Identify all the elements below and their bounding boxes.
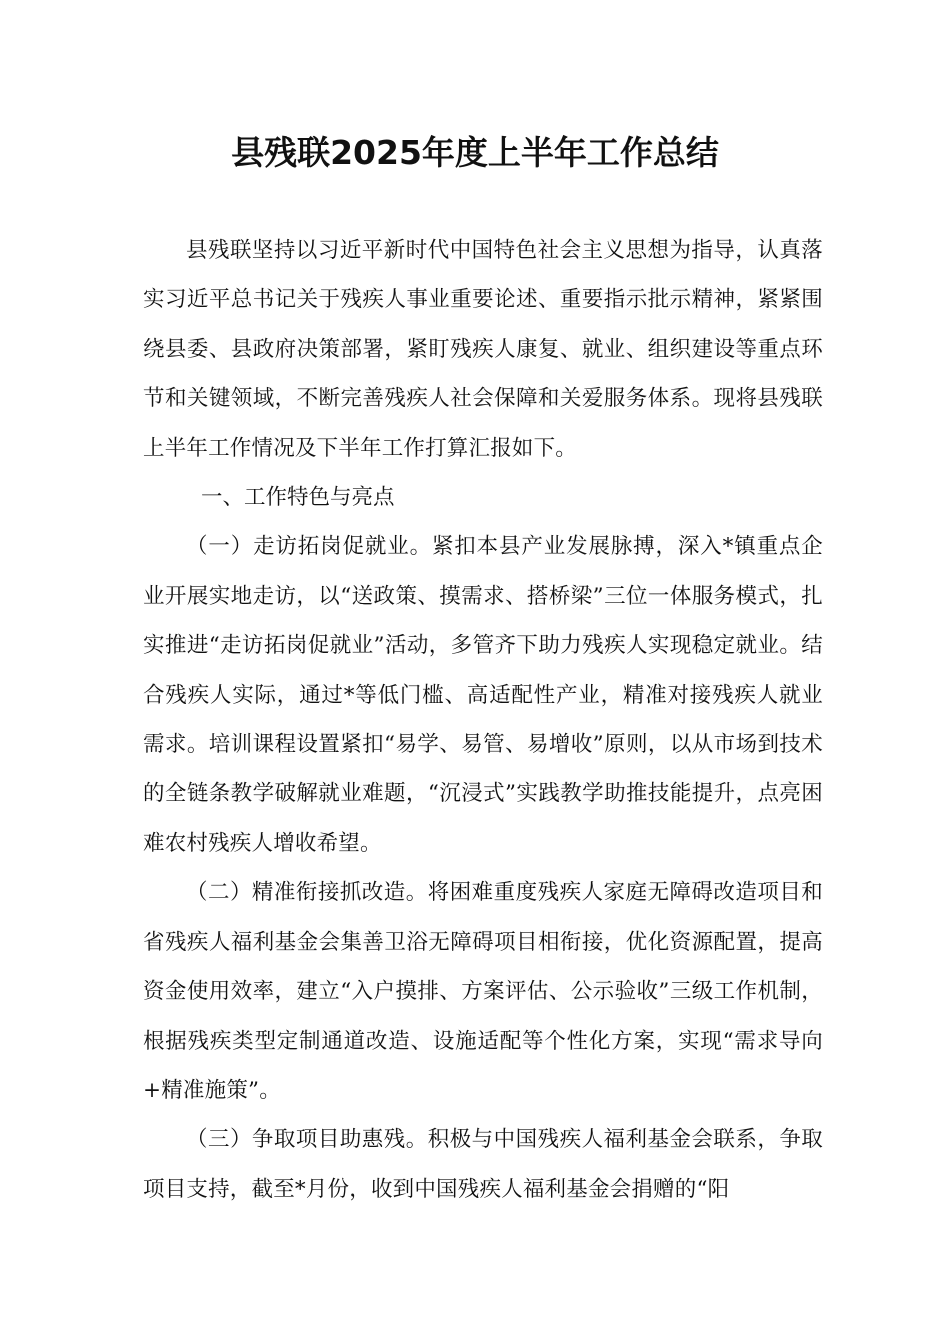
- paragraph-renovation: （二）精准衔接抓改造。将困难重度残疾人家庭无障碍改造项目和省残疾人福利基金会集善卫浴无障碍项目相衔接，优化资源配置，提高资金使用效率，建立“入户摸排、方案评估、公示验收”三级工作机制，根据残疾类型定制通道改造、设施适配等个性化方案，实现“需求导向+精准施策”。: [143, 880, 823, 1103]
- intro-paragraph: 县残联坚持以习近平新时代中国特色社会主义思想为指导，认真落实习近平总书记关于残疾人事业重要论述、重要指示批示精神，紧紧围绕县委、县政府决策部署，紧盯残疾人康复、就业、组织建设等重点环节和关键领域，不断完善残疾人社会保障和关爱服务体系。现将县残联上半年工作情况及下半年工作打算汇报如下。: [143, 238, 823, 461]
- document-body: [143, 226, 823, 1214]
- paragraph-employment: （一）走访拓岗促就业。紧扣本县产业发展脉搏，深入*镇重点企业开展实地走访，以“送政策、摸需求、搭桥梁”三位一体服务模式，扎实推进“走访拓岗促就业”活动，多管齐下助力残疾人实现稳定就业。结合残疾人实际，通过*等低门槛、高适配性产业，精准对接残疾人就业需求。培训课程设置紧扣“易学、易管、易增收”原则，以从市场到技术的全链条教学破解就业难题，“沉浸式”实践教学助推技能提升，点亮困难农村残疾人增收希望。: [143, 534, 823, 856]
- section-heading-1: 一、工作特色与亮点: [201, 485, 395, 511]
- paragraph-projects: （三）争取项目助惠残。积极与中国残疾人福利基金会联系，争取项目支持，截至*月份，收到中国残疾人福利基金会捐赠的“阳: [143, 1127, 823, 1202]
- document-title: 县残联2025年度上半年工作总结: [231, 133, 719, 172]
